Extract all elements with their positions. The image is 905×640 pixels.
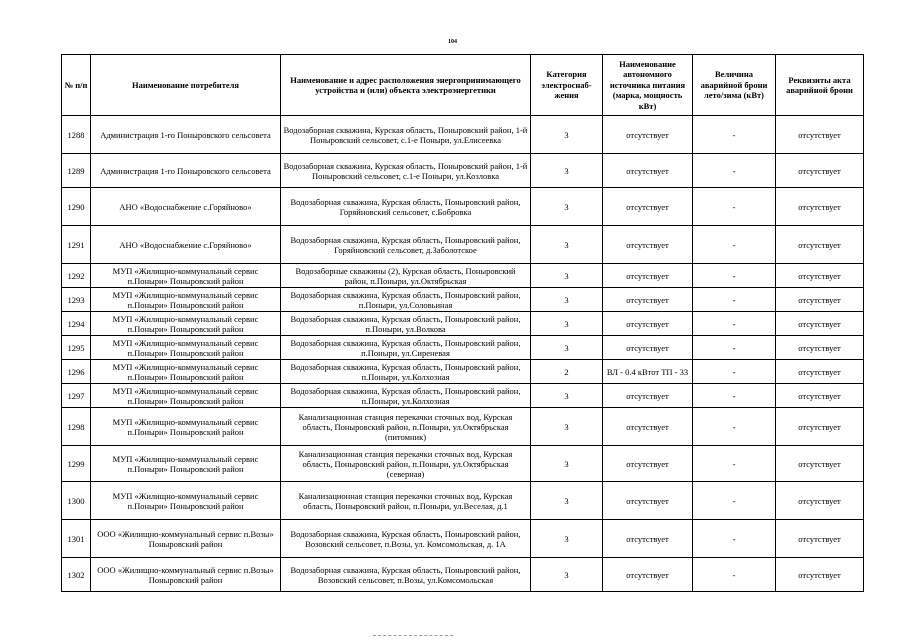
cell-source: отсутствует bbox=[603, 482, 693, 520]
cell-category: 3 bbox=[531, 312, 603, 336]
header-object: Наименование и адрес расположения энергопринимающего устройства и (или) объекта электроэнергетики bbox=[281, 55, 531, 116]
cell-reserve: - bbox=[693, 384, 776, 408]
cell-consumer: МУП «Жилищно-коммунальный сервис п.Поныри» Поныровский район bbox=[91, 384, 281, 408]
cell-object: Водозаборная скважина, Курская область, Поныровский район, п.Поныри, ул.Соловьиная bbox=[281, 288, 531, 312]
cell-category: 3 bbox=[531, 384, 603, 408]
header-source: Наименование автономного источника питания (марка, мощность кВт) bbox=[603, 55, 693, 116]
cell-category: 3 bbox=[531, 408, 603, 446]
cell-category: 3 bbox=[531, 264, 603, 288]
cell-consumer: МУП «Жилищно-коммунальный сервис п.Поныри» Поныровский район bbox=[91, 288, 281, 312]
cell-category: 2 bbox=[531, 360, 603, 384]
header-row bbox=[62, 55, 864, 116]
cell-num: 1294 bbox=[62, 312, 91, 336]
cell-category: 3 bbox=[531, 446, 603, 482]
table-row bbox=[62, 558, 864, 592]
cell-source: отсутствует bbox=[603, 188, 693, 226]
table-row bbox=[62, 360, 864, 384]
cell-category: 3 bbox=[531, 288, 603, 312]
cell-act: отсутствует bbox=[776, 264, 864, 288]
cell-num: 1296 bbox=[62, 360, 91, 384]
cell-reserve: - bbox=[693, 336, 776, 360]
cell-consumer: АНО «Водоснабжение с.Горяйново» bbox=[91, 188, 281, 226]
table-row bbox=[62, 336, 864, 360]
table-row bbox=[62, 408, 864, 446]
cell-object: Водозаборная скважина, Курская область, Поныровский район, 1-й Поныровский сельсовет, с.1-е Поныри, ул.Елисеевка bbox=[281, 116, 531, 154]
cell-num: 1297 bbox=[62, 384, 91, 408]
table-row bbox=[62, 520, 864, 558]
cell-object: Водозаборная скважина, Курская область, Поныровский район, п.Поныри, ул.Волкова bbox=[281, 312, 531, 336]
cell-act: отсутствует bbox=[776, 446, 864, 482]
cell-source: отсутствует bbox=[603, 384, 693, 408]
table-row bbox=[62, 384, 864, 408]
table-row bbox=[62, 154, 864, 188]
cell-consumer: Администрация 1-го Поныровского сельсовета bbox=[91, 154, 281, 188]
header-reserve: Величина аварийной брони лето/зима (кВт) bbox=[693, 55, 776, 116]
cell-num: 1299 bbox=[62, 446, 91, 482]
cell-reserve: - bbox=[693, 288, 776, 312]
cell-object: Водозаборная скважина, Курская область, Поныровский район, п.Поныри, ул.Колхозная bbox=[281, 360, 531, 384]
cell-act: отсутствует bbox=[776, 154, 864, 188]
cell-source: отсутствует bbox=[603, 336, 693, 360]
cell-source: ВЛ - 0.4 кВтот ТП - 33 bbox=[603, 360, 693, 384]
cell-object: Водозаборные скважины (2), Курская область, Поныровский район, п.Поныри, ул.Октябрьская bbox=[281, 264, 531, 288]
cell-num: 1300 bbox=[62, 482, 91, 520]
cell-reserve: - bbox=[693, 226, 776, 264]
cell-object: Канализационная станция перекачки сточных вод, Курская область, Поныровский район, п.Поныри, ул.Октябрьская (питомник) bbox=[281, 408, 531, 446]
cell-act: отсутствует bbox=[776, 520, 864, 558]
cell-category: 3 bbox=[531, 226, 603, 264]
cell-consumer: МУП «Жилищно-коммунальный сервис п.Поныри» Поныровский район bbox=[91, 446, 281, 482]
cell-object: Водозаборная скважина, Курская область, Поныровский район, Возовский сельсовет, п.Возы, ул. Комсомольская, д. 1А bbox=[281, 520, 531, 558]
cell-object: Канализационная станция перекачки сточных вод, Курская область, Поныровский район, п.Поныри, ул.Октябрьская (северная) bbox=[281, 446, 531, 482]
cell-source: отсутствует bbox=[603, 264, 693, 288]
cell-object: Водозаборная скважина, Курская область, Поныровский район, Возовский сельсовет, п.Возы, ул.Комсомольская bbox=[281, 558, 531, 592]
table-row bbox=[62, 188, 864, 226]
header-consumer: Наименование потребителя bbox=[91, 55, 281, 116]
header-num: № п/п bbox=[62, 55, 91, 116]
cell-source: отсутствует bbox=[603, 116, 693, 154]
cell-object: Водозаборная скважина, Курская область, Поныровский район, Горяйновский сельсовет, с.Бобровка bbox=[281, 188, 531, 226]
table-row bbox=[62, 482, 864, 520]
cell-source: отсутствует bbox=[603, 408, 693, 446]
cell-reserve: - bbox=[693, 188, 776, 226]
cell-category: 3 bbox=[531, 188, 603, 226]
cell-consumer: ООО «Жилищно-коммунальный сервис п.Возы» Поныровский район bbox=[91, 520, 281, 558]
reserve-table bbox=[61, 54, 864, 592]
cell-num: 1292 bbox=[62, 264, 91, 288]
cell-consumer: Администрация 1-го Поныровского сельсовета bbox=[91, 116, 281, 154]
header-category: Категория электроснаб-жения bbox=[531, 55, 603, 116]
cell-act: отсутствует bbox=[776, 482, 864, 520]
cell-num: 1289 bbox=[62, 154, 91, 188]
cell-category: 3 bbox=[531, 558, 603, 592]
cell-consumer: МУП «Жилищно-коммунальный сервис п.Поныри» Поныровский район bbox=[91, 360, 281, 384]
cell-act: отсутствует bbox=[776, 226, 864, 264]
cell-reserve: - bbox=[693, 116, 776, 154]
table-body bbox=[62, 116, 864, 592]
cell-source: отсутствует bbox=[603, 520, 693, 558]
cell-act: отсутствует bbox=[776, 288, 864, 312]
cell-num: 1291 bbox=[62, 226, 91, 264]
table-row bbox=[62, 226, 864, 264]
page-number: 104 bbox=[448, 39, 457, 45]
cell-reserve: - bbox=[693, 446, 776, 482]
cell-consumer: МУП «Жилищно-коммунальный сервис п.Поныри» Поныровский район bbox=[91, 408, 281, 446]
cell-source: отсутствует bbox=[603, 288, 693, 312]
cell-consumer: АНО «Водоснабжение с.Горяйново» bbox=[91, 226, 281, 264]
cell-object: Водозаборная скважина, Курская область, Поныровский район, 1-й Поныровский сельсовет, с.1-е Поныри, ул.Козловка bbox=[281, 154, 531, 188]
cell-object: Водозаборная скважина, Курская область, Поныровский район, п.Поныри, ул.Сиреневая bbox=[281, 336, 531, 360]
cell-consumer: ООО «Жилищно-коммунальный сервис п.Возы» Поныровский район bbox=[91, 558, 281, 592]
cell-reserve: - bbox=[693, 312, 776, 336]
cell-act: отсутствует bbox=[776, 360, 864, 384]
cell-object: Канализационная станция перекачки сточных вод, Курская область, Поныровский район, п.Поныри, ул.Веселая, д.1 bbox=[281, 482, 531, 520]
cell-source: отсутствует bbox=[603, 312, 693, 336]
cell-object: Водозаборная скважина, Курская область, Поныровский район, Горяйновский сельсовет, д.Заболотское bbox=[281, 226, 531, 264]
cell-act: отсутствует bbox=[776, 312, 864, 336]
table-row bbox=[62, 446, 864, 482]
cell-source: отсутствует bbox=[603, 226, 693, 264]
cell-source: отсутствует bbox=[603, 558, 693, 592]
header-act: Реквизиты акта аварийной брони bbox=[776, 55, 864, 116]
table-row bbox=[62, 264, 864, 288]
cell-object: Водозаборная скважина, Курская область, Поныровский район, п.Поныри, ул.Колхозная bbox=[281, 384, 531, 408]
cell-num: 1298 bbox=[62, 408, 91, 446]
cell-reserve: - bbox=[693, 408, 776, 446]
table-row bbox=[62, 116, 864, 154]
cell-reserve: - bbox=[693, 360, 776, 384]
cell-act: отсутствует bbox=[776, 408, 864, 446]
cell-category: 3 bbox=[531, 482, 603, 520]
cell-reserve: - bbox=[693, 154, 776, 188]
cell-consumer: МУП «Жилищно-коммунальный сервис п.Поныри» Поныровский район bbox=[91, 312, 281, 336]
cell-category: 3 bbox=[531, 154, 603, 188]
cell-act: отсутствует bbox=[776, 188, 864, 226]
cell-consumer: МУП «Жилищно-коммунальный сервис п.Поныри» Поныровский район bbox=[91, 264, 281, 288]
cell-act: отсутствует bbox=[776, 558, 864, 592]
table-row bbox=[62, 288, 864, 312]
cell-consumer: МУП «Жилищно-коммунальный сервис п.Поныри» Поныровский район bbox=[91, 482, 281, 520]
cell-num: 1301 bbox=[62, 520, 91, 558]
cell-reserve: - bbox=[693, 264, 776, 288]
cell-act: отсутствует bbox=[776, 384, 864, 408]
cell-category: 3 bbox=[531, 336, 603, 360]
bottom-scan-mark bbox=[373, 635, 453, 639]
cell-act: отсутствует bbox=[776, 336, 864, 360]
cell-num: 1290 bbox=[62, 188, 91, 226]
cell-reserve: - bbox=[693, 558, 776, 592]
cell-reserve: - bbox=[693, 482, 776, 520]
cell-source: отсутствует bbox=[603, 446, 693, 482]
cell-category: 3 bbox=[531, 116, 603, 154]
cell-num: 1295 bbox=[62, 336, 91, 360]
cell-num: 1288 bbox=[62, 116, 91, 154]
cell-source: отсутствует bbox=[603, 154, 693, 188]
cell-reserve: - bbox=[693, 520, 776, 558]
cell-act: отсутствует bbox=[776, 116, 864, 154]
cell-category: 3 bbox=[531, 520, 603, 558]
cell-num: 1302 bbox=[62, 558, 91, 592]
cell-num: 1293 bbox=[62, 288, 91, 312]
cell-consumer: МУП «Жилищно-коммунальный сервис п.Поныри» Поныровский район bbox=[91, 336, 281, 360]
table-row bbox=[62, 312, 864, 336]
